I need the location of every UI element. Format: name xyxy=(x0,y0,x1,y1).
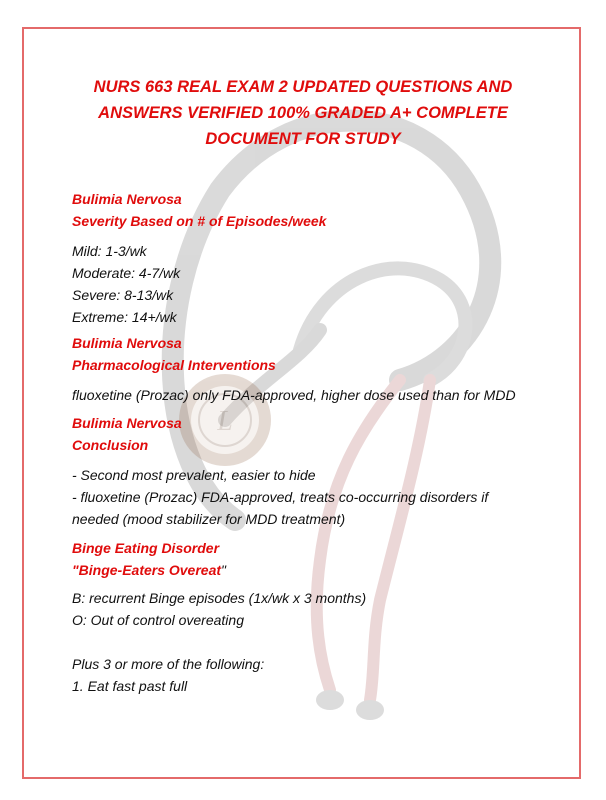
title-line: DOCUMENT FOR STUDY xyxy=(205,130,401,148)
body-line: - fluoxetine (Prozac) FDA-approved, treats co-occurring disorders if xyxy=(72,489,489,505)
section-heading-line: Binge Eating Disorder xyxy=(72,540,220,556)
section-heading-line xyxy=(72,559,226,581)
body-line: - Second most prevalent, easier to hide xyxy=(72,467,316,483)
section-heading-line: Bulimia Nervosa xyxy=(72,191,182,207)
body-line: fluoxetine (Prozac) only FDA-approved, higher dose used than for MDD xyxy=(72,387,516,403)
section-heading-line: Bulimia Nervosa xyxy=(72,415,182,431)
section-heading-line: Conclusion xyxy=(72,437,149,453)
title-line: NURS 663 REAL EXAM 2 UPDATED QUESTIONS AND xyxy=(93,78,513,96)
title-line: ANSWERS VERIFIED 100% GRADED A+ COMPLETE xyxy=(98,104,508,122)
body-line: Mild: 1-3/wk xyxy=(72,243,147,259)
section-heading-line: Bulimia Nervosa xyxy=(72,335,182,351)
section-heading xyxy=(72,188,326,232)
body-line: needed (mood stabilizer for MDD treatment) xyxy=(72,511,346,527)
svg-text:L: L xyxy=(217,406,233,437)
body-line: Plus 3 or more of the following: xyxy=(72,656,265,672)
body-line: Moderate: 4-7/wk xyxy=(72,265,181,281)
body-line: O: Out of control overeating xyxy=(72,612,244,628)
section-heading-line: Pharmacological Interventions xyxy=(72,357,276,373)
section-heading xyxy=(72,412,182,456)
section-heading-text: "Binge-Eaters Overeat xyxy=(72,562,222,578)
section-heading-line: Severity Based on # of Episodes/week xyxy=(72,213,327,229)
body-line xyxy=(72,631,366,653)
section-body xyxy=(72,240,180,328)
heading-suffix: " xyxy=(221,562,227,578)
section-body xyxy=(72,384,516,406)
body-line: Extreme: 14+/wk xyxy=(72,309,177,325)
section-body xyxy=(72,587,366,697)
body-line: Severe: 8-13/wk xyxy=(72,287,174,303)
body-line: 1. Eat fast past full xyxy=(72,678,188,694)
document-title xyxy=(60,74,546,152)
section-heading xyxy=(72,537,226,581)
section-body xyxy=(72,464,488,530)
body-line: B: recurrent Binge episodes (1x/wk x 3 months) xyxy=(72,590,367,606)
section-heading xyxy=(72,332,276,376)
